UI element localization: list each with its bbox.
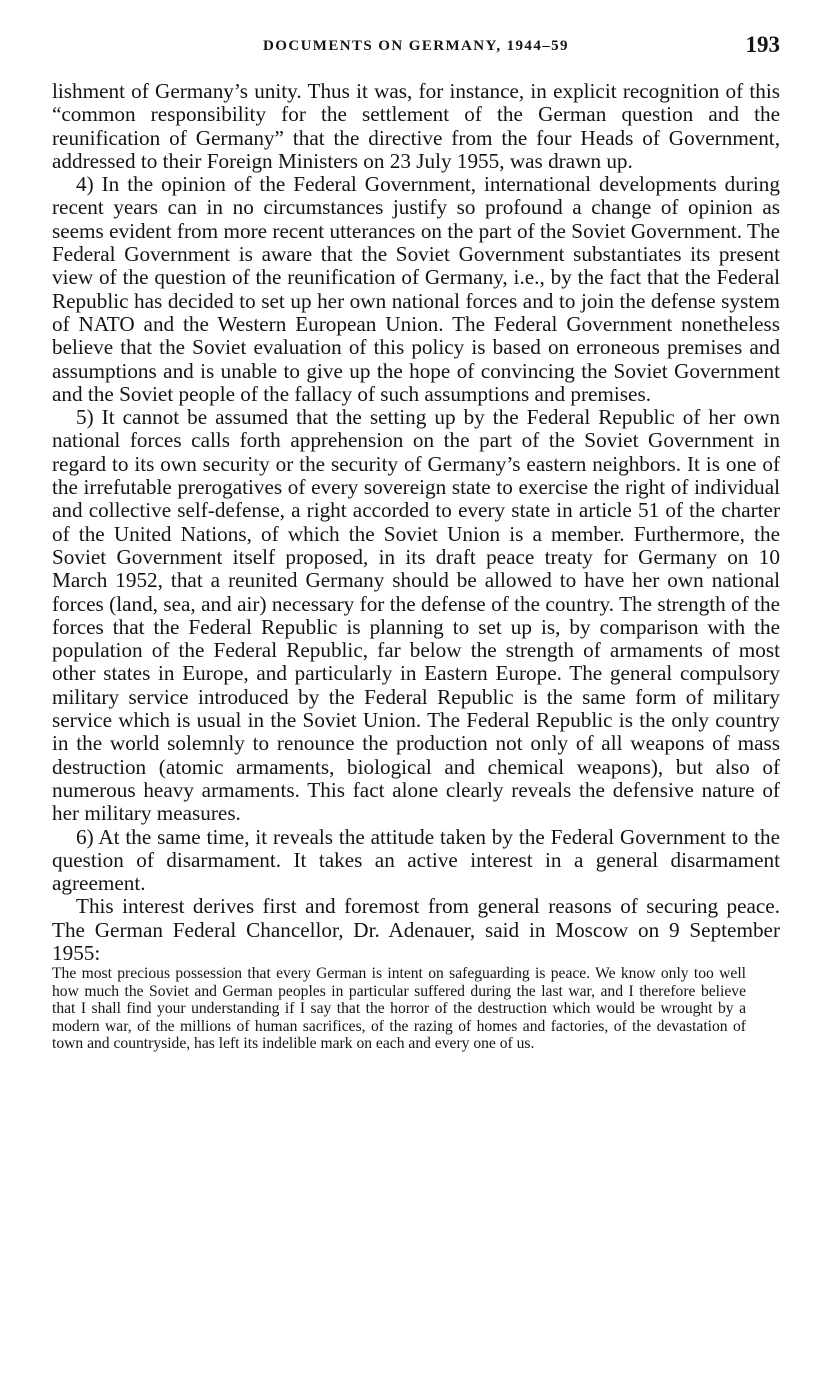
paragraph-interest: This interest derives first and foremost from general reasons of securing peace. The German Federal Chancellor, Dr. Adenauer, said in Moscow on 9 September 1955:: [52, 894, 780, 965]
running-head: DOCUMENTS ON GERMANY, 1944–59: [263, 38, 569, 54]
block-quote: The most precious possession that every German is intent on safeguarding is peace. We know only too well how much the Soviet and German peoples in particular suffered during the last war, and I therefore believe that I shall find your understanding if I say that the horror of the destruction which would be wrought by a modern war, of the millions of human sacrifices, of the razing of homes and factories, of the devastation of town and countryside, has left its indelible mark on each and every one of us.: [52, 965, 746, 1052]
paragraph-continuation: lishment of Germany’s unity. Thus it was, for instance, in explicit recognition of this “common responsibility for the settlement of the German question and the reunification of Germany” that the directive from the four Heads of Government, addressed to their Foreign Ministers on 23 July 1955, was drawn up.: [52, 79, 780, 173]
paragraph-4: 4) In the opinion of the Federal Government, international developments during recent years can in no circumstances justify so profound a change of opinion as seems evident from more recent utterances on the part of the Soviet Government. The Federal Government is aware that the Soviet Government substantiates its present view of the question of the reunification of Germany, i.e., by the fact that the Federal Republic has decided to set up her own national forces and to join the defense system of NATO and the Western European Union. The Federal Government nonetheless believe that the Soviet evaluation of this policy is based on erroneous premises and assumptions and is unable to give up the hope of convincing the Soviet Government and the Soviet people of the fallacy of such assumptions and premises.: [52, 172, 780, 406]
page-number: 193: [745, 32, 780, 57]
body-text: [52, 80, 780, 1052]
paragraph-5: 5) It cannot be assumed that the setting up by the Federal Republic of her own national forces calls forth apprehension on the part of the Soviet Government in regard to its own security or the security of Germany’s eastern neighbors. It is one of the irrefutable prerogatives of every sovereign state to exercise the right of individual and collective self-defense, a right accorded to every state in article 51 of the charter of the United Nations, of which the Soviet Union is a member. Furthermore, the Soviet Government itself proposed, in its draft peace treaty for Germany on 10 March 1952, that a reunited Germany should be allowed to have her own national forces (land, sea, and air) necessary for the defense of the country. The strength of the forces that the Federal Republic is planning to set up is, by comparison with the population of the Federal Republic, far below the strength of armaments of most other states in Europe, and particularly in Eastern Europe. The general compulsory military service introduced by the Federal Republic is the same form of military service which is usual in the Soviet Union. The Federal Republic is the only country in the world solemnly to renounce the production not only of all weapons of mass destruction (atomic armaments, biological and chemical weapons), but also of numerous heavy armaments. This fact alone clearly reveals the defensive nature of her military measures.: [52, 405, 780, 826]
paragraph-6: 6) At the same time, it reveals the attitude taken by the Federal Government to the question of disarmament. It takes an active interest in a general disarmament agreement.: [52, 824, 780, 896]
page-header: [52, 32, 780, 64]
